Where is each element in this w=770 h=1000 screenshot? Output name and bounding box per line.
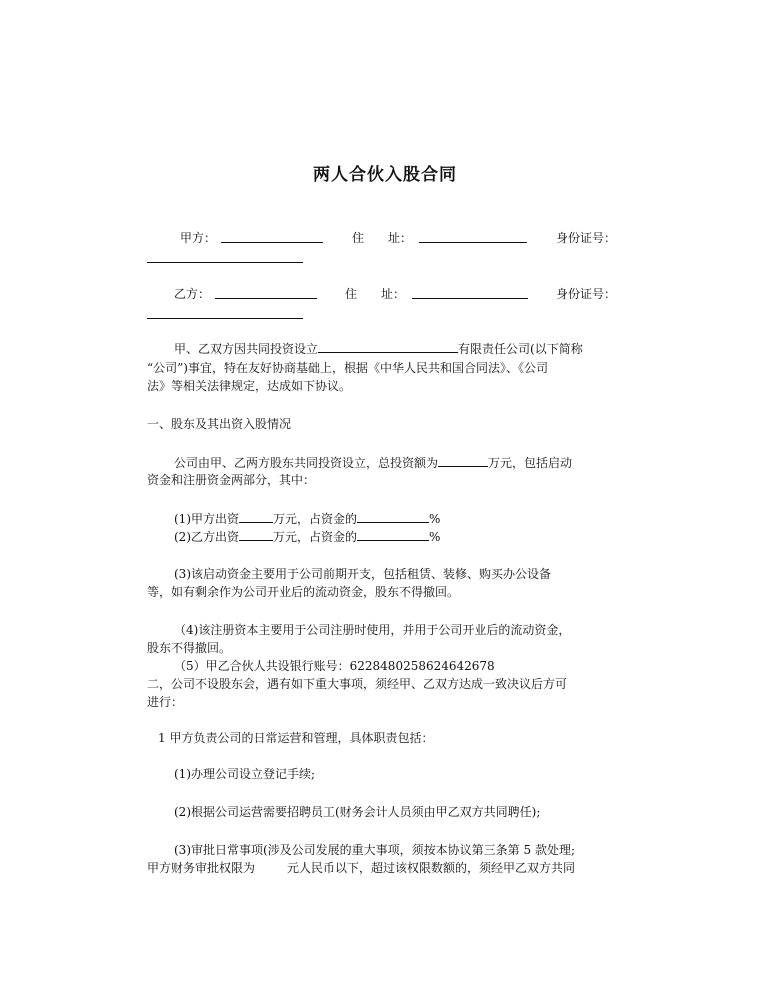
contribution-item-2 [174, 528, 440, 545]
item-3-line-2: 等，如有剩余作为公司开业后的流动资金，股东不得撤回。 [147, 585, 460, 599]
item-5-bank-account: （5）甲乙合伙人共设银行账号：6228480258624642678 [174, 659, 495, 673]
duty-item-3-line-1: (3)审批日常事项(涉及公司发展的重大事项，须按本协议第三条第 5 款处理; [174, 843, 575, 857]
duty-text: 元人民币以下，超过该权限数额的，须经甲乙双方共同 [287, 861, 576, 875]
party-a-id-blank [147, 262, 303, 263]
party-a-amount-blank [239, 510, 273, 523]
party-b-name-blank [215, 298, 317, 299]
party-b-label: 乙方： [174, 287, 211, 301]
party-b-percent-blank [357, 528, 429, 541]
item-text: % [429, 530, 441, 544]
intro-line-1 [174, 340, 583, 357]
duty-text: 甲方财务审批权限为 [147, 861, 256, 875]
party-a-percent-blank [357, 510, 429, 523]
item-text: 万元，占资金的 [273, 530, 358, 544]
intro-line-3: 法》等相关法律规定，达成如下协议。 [147, 379, 352, 393]
page-title: 两人合伙入股合同 [313, 165, 457, 185]
section-2-line-2: 进行： [147, 695, 184, 709]
item-text: 万元，占资金的 [273, 512, 358, 526]
intro-text: 甲、乙双方因共同投资设立 [174, 342, 319, 356]
item-text: (2)乙方出资 [174, 530, 239, 544]
section-1-para-line-1 [174, 454, 572, 471]
party-a-address-label: 住 址： [352, 231, 413, 245]
section-1-heading: 一、股东及其出资入股情况 [147, 417, 292, 431]
intro-text: 有限责任公司(以下简称 [458, 342, 583, 356]
party-b-address-blank [412, 298, 528, 299]
item-3-line-1: (3)该启动资金主要用于公司前期开支，包括租赁、装修、购买办公设备 [174, 567, 552, 581]
party-b-amount-blank [239, 528, 273, 541]
total-investment-blank [438, 454, 488, 467]
party-b-address-label: 住 址： [345, 287, 406, 301]
duty-item-2: (2)根据公司运营需要招聘员工(财务会计人员须由甲乙双方共同聘任); [174, 805, 541, 819]
item-text: (1)甲方出资 [174, 512, 239, 526]
item-4-line-1: （4)该注册资本主要用于公司注册时使用，并用于公司开业后的流动资金， [174, 623, 571, 637]
para-text: 万元，包括启动 [488, 456, 573, 470]
section-2-sub-heading: 1 甲方负责公司的日常运营和管理，具体职责包括： [158, 731, 434, 745]
item-4-line-2: 股东不得撤回。 [147, 641, 232, 655]
company-name-blank [318, 340, 458, 353]
para-text: 公司由甲、乙两方股东共同投资设立，总投资额为 [174, 456, 439, 470]
intro-line-2: “公司”)事宜，特在友好协商基础上，根据《中华人民共和国合同法》、《公司 [147, 361, 548, 375]
duty-item-3-line-2 [147, 860, 575, 876]
section-1-para-line-2: 资金和注册资金两部分，其中： [147, 473, 316, 487]
party-a-label: 甲方： [180, 231, 217, 245]
duty-item-1: (1)办理公司设立登记手续; [174, 767, 316, 781]
party-b-id-label: 身份证号： [556, 287, 617, 301]
party-a-id-label: 身份证号： [556, 231, 617, 245]
contribution-item-1 [174, 510, 440, 527]
section-2-line-1: 二，公司不设股东会，遇有如下重大事项，须经甲、乙双方达成一致决议后方可 [147, 677, 568, 691]
item-text: % [429, 512, 441, 526]
party-a-name-blank [221, 242, 323, 243]
party-a-address-blank [419, 242, 527, 243]
party-b-id-blank [147, 318, 303, 319]
